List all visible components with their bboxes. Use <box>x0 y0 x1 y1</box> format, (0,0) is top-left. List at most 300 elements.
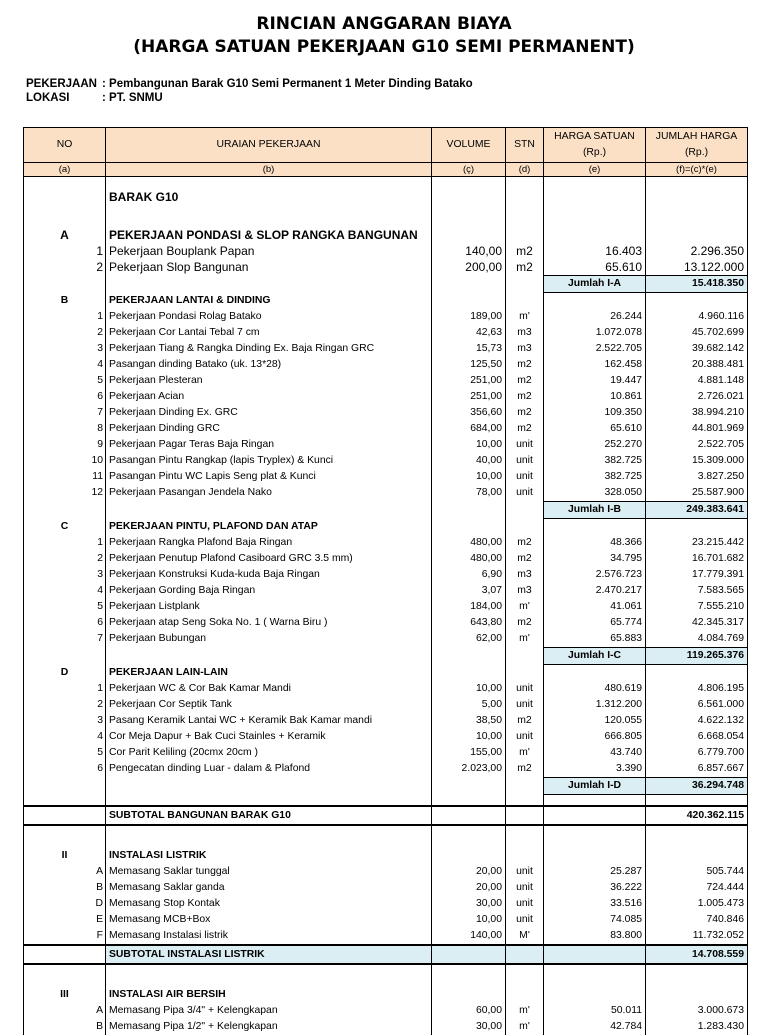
section-code: A <box>24 227 106 243</box>
item-no: 4 <box>24 357 106 373</box>
table-row <box>24 583 748 599</box>
item-unit: unit <box>506 864 544 880</box>
item-no: 4 <box>24 729 106 745</box>
table-row <box>24 681 748 697</box>
table-row <box>24 389 748 405</box>
item-volume: 140,00 <box>432 928 506 945</box>
pekerjaan-line <box>26 78 473 90</box>
table-row <box>24 880 748 896</box>
item-unit: unit <box>506 453 544 469</box>
section-header-row <box>24 987 748 1003</box>
table-row <box>24 567 748 583</box>
table-row <box>24 912 748 928</box>
section-sum-label: Jumlah I-D <box>544 778 646 795</box>
section-header-row <box>24 848 748 864</box>
item-volume: 78,00 <box>432 485 506 502</box>
item-total: 20.388.481 <box>646 357 748 373</box>
spacer-row <box>24 795 748 807</box>
item-unit-price: 33.516 <box>544 896 646 912</box>
table-row <box>24 421 748 437</box>
item-unit-price: 42.784 <box>544 1019 646 1035</box>
item-no: 1 <box>24 243 106 259</box>
table-row <box>24 259 748 276</box>
table-row <box>24 341 748 357</box>
item-unit-price: 50.011 <box>544 1003 646 1019</box>
barak-title: BARAK G10 <box>106 177 432 218</box>
item-volume: 60,00 <box>432 1003 506 1019</box>
item-unit: m2 <box>506 357 544 373</box>
table-row <box>24 864 748 880</box>
item-total: 2.726.021 <box>646 389 748 405</box>
section-code: C <box>24 519 106 536</box>
item-unit-price: 1.072.078 <box>544 325 646 341</box>
item-no: 1 <box>24 681 106 697</box>
item-no: 5 <box>24 373 106 389</box>
section-sum-row <box>24 502 748 519</box>
item-unit: m' <box>506 599 544 615</box>
item-unit-price: 41.061 <box>544 599 646 615</box>
item-unit-price: 10.861 <box>544 389 646 405</box>
item-unit-price: 65.610 <box>544 421 646 437</box>
item-total: 6.779.700 <box>646 745 748 761</box>
item-unit-price: 26.244 <box>544 309 646 325</box>
item-volume: 30,00 <box>432 896 506 912</box>
table-row <box>24 325 748 341</box>
item-unit-price: 43.740 <box>544 745 646 761</box>
item-volume: 3,07 <box>432 583 506 599</box>
table-row <box>24 405 748 421</box>
item-no: E <box>24 912 106 928</box>
item-no: 6 <box>24 761 106 778</box>
item-volume: 189,00 <box>432 309 506 325</box>
item-description: Pekerjaan Slop Bangunan <box>106 259 432 276</box>
document-title: RINCIAN ANGGARAN BIAYA <box>256 14 512 34</box>
item-volume: 42,63 <box>432 325 506 341</box>
table-row <box>24 697 748 713</box>
item-unit-price: 65.774 <box>544 615 646 631</box>
item-unit-price: 328.050 <box>544 485 646 502</box>
item-volume: 251,00 <box>432 373 506 389</box>
item-volume: 40,00 <box>432 453 506 469</box>
item-total: 3.827.250 <box>646 469 748 485</box>
item-volume: 30,00 <box>432 1019 506 1035</box>
item-no: 1 <box>24 309 106 325</box>
item-volume: 125,50 <box>432 357 506 373</box>
table-index-row <box>24 163 748 177</box>
item-unit: unit <box>506 896 544 912</box>
section-sum-row <box>24 648 748 665</box>
col-uraian: URAIAN PEKERJAAN <box>106 128 432 163</box>
item-description: Pekerjaan Dinding Ex. GRC <box>106 405 432 421</box>
item-description: Memasang Saklar ganda <box>106 880 432 896</box>
section-header-row <box>24 293 748 310</box>
item-unit: m' <box>506 631 544 648</box>
item-volume: 15,73 <box>432 341 506 357</box>
idx-c: (ç) <box>432 163 506 177</box>
item-no: 9 <box>24 437 106 453</box>
item-total: 13.122.000 <box>646 259 748 276</box>
item-volume: 62,00 <box>432 631 506 648</box>
item-volume: 10,00 <box>432 681 506 697</box>
table-row <box>24 729 748 745</box>
item-description: Pekerjaan Cor Lantai Tebal 7 cm <box>106 325 432 341</box>
section-code: B <box>24 293 106 310</box>
item-description: Pekerjaan Dinding GRC <box>106 421 432 437</box>
item-volume: 251,00 <box>432 389 506 405</box>
table-row <box>24 599 748 615</box>
table-row <box>24 761 748 778</box>
item-unit: m' <box>506 1019 544 1035</box>
col-harga-satuan: HARGA SATUAN (Rp.) <box>544 128 646 163</box>
item-description: Pasangan dinding Batako (uk. 13*28) <box>106 357 432 373</box>
item-description: Pekerjaan Konstruksi Kuda-kuda Baja Ringan <box>106 567 432 583</box>
table-row <box>24 551 748 567</box>
pekerjaan-label: PEKERJAAN <box>26 78 97 90</box>
section-title: PEKERJAAN PINTU, PLAFOND DAN ATAP <box>106 519 432 536</box>
item-unit-price: 19.447 <box>544 373 646 389</box>
item-unit-price: 666.805 <box>544 729 646 745</box>
item-description: Pekerjaan Bubungan <box>106 631 432 648</box>
item-volume: 10,00 <box>432 912 506 928</box>
item-no: 2 <box>24 697 106 713</box>
item-unit-price: 83.800 <box>544 928 646 945</box>
idx-e: (e) <box>544 163 646 177</box>
item-unit-price: 48.366 <box>544 535 646 551</box>
table-row <box>24 485 748 502</box>
item-volume: 20,00 <box>432 880 506 896</box>
subtotal-row <box>24 945 748 964</box>
item-description: Memasang Pipa 3/4" + Kelengkapan <box>106 1003 432 1019</box>
item-unit-price: 2.522.705 <box>544 341 646 357</box>
item-description: Pekerjaan Bouplank Papan <box>106 243 432 259</box>
item-description: Pekerjaan Rangka Plafond Baja Ringan <box>106 535 432 551</box>
subtotal-value: 14.708.559 <box>646 945 748 964</box>
table-row <box>24 896 748 912</box>
document-subtitle: (HARGA SATUAN PEKERJAAN G10 SEMI PERMANENT) <box>133 37 635 57</box>
item-unit: m2 <box>506 713 544 729</box>
item-description: Pasang Keramik Lantai WC + Keramik Bak Kamar mandi <box>106 713 432 729</box>
item-total: 3.000.673 <box>646 1003 748 1019</box>
item-description: Pekerjaan Listplank <box>106 599 432 615</box>
section-sum-value: 119.265.376 <box>646 648 748 665</box>
item-total: 740.846 <box>646 912 748 928</box>
item-unit-price: 74.085 <box>544 912 646 928</box>
table-row <box>24 437 748 453</box>
section-title: INSTALASI LISTRIK <box>106 848 432 864</box>
item-unit: unit <box>506 681 544 697</box>
idx-b: (b) <box>106 163 432 177</box>
col-no: NO <box>24 128 106 163</box>
item-unit-price: 2.470.217 <box>544 583 646 599</box>
item-unit: unit <box>506 469 544 485</box>
table-header-row <box>24 128 748 163</box>
item-no: 11 <box>24 469 106 485</box>
section-code: D <box>24 665 106 682</box>
section-sum-row <box>24 778 748 795</box>
item-no: 1 <box>24 535 106 551</box>
item-total: 6.561.000 <box>646 697 748 713</box>
item-unit: m3 <box>506 583 544 599</box>
item-volume: 480,00 <box>432 535 506 551</box>
item-volume: 356,60 <box>432 405 506 421</box>
item-description: Memasang Pipa 1/2" + Kelengkapan <box>106 1019 432 1035</box>
item-no: 8 <box>24 421 106 437</box>
item-no: 6 <box>24 389 106 405</box>
item-description: Pekerjaan Penutup Plafond Casiboard GRC 3.5 mm) <box>106 551 432 567</box>
item-total: 1.005.473 <box>646 896 748 912</box>
item-unit: unit <box>506 880 544 896</box>
item-total: 7.555.210 <box>646 599 748 615</box>
item-total: 25.587.900 <box>646 485 748 502</box>
table-row <box>24 928 748 945</box>
item-unit: m3 <box>506 341 544 357</box>
item-description: Pekerjaan Pasangan Jendela Nako <box>106 485 432 502</box>
item-unit-price: 16.403 <box>544 243 646 259</box>
lokasi-label: LOKASI <box>26 92 70 104</box>
section-header-row <box>24 519 748 536</box>
item-total: 4.622.132 <box>646 713 748 729</box>
item-total: 17.779.391 <box>646 567 748 583</box>
item-total: 4.806.195 <box>646 681 748 697</box>
item-unit-price: 109.350 <box>544 405 646 421</box>
item-description: Pasangan Pintu WC Lapis Seng plat & Kunci <box>106 469 432 485</box>
table-row <box>24 453 748 469</box>
section-sum-label: Jumlah I-B <box>544 502 646 519</box>
lokasi-value: : PT. SNMU <box>102 92 163 104</box>
item-no: 12 <box>24 485 106 502</box>
spacer-row <box>24 217 748 227</box>
item-description: Pekerjaan atap Seng Soka No. 1 ( Warna Biru ) <box>106 615 432 631</box>
item-total: 505.744 <box>646 864 748 880</box>
item-unit-price: 65.883 <box>544 631 646 648</box>
table-row <box>24 1003 748 1019</box>
section-sum-value: 15.418.350 <box>646 276 748 293</box>
item-description: Pekerjaan Gording Baja Ringan <box>106 583 432 599</box>
item-volume: 10,00 <box>432 437 506 453</box>
item-volume: 38,50 <box>432 713 506 729</box>
item-unit-price: 252.270 <box>544 437 646 453</box>
item-unit-price: 3.390 <box>544 761 646 778</box>
section-title: PEKERJAAN LANTAI & DINDING <box>106 293 432 310</box>
subtotal-row <box>24 806 748 825</box>
item-description: Cor Parit Keliling (20cmx 20cm ) <box>106 745 432 761</box>
table-row <box>24 1019 748 1035</box>
idx-d: (d) <box>506 163 544 177</box>
item-no: 3 <box>24 341 106 357</box>
item-no: 2 <box>24 259 106 276</box>
item-description: Cor Meja Dapur + Bak Cuci Stainles + Keramik <box>106 729 432 745</box>
table-row <box>24 373 748 389</box>
idx-f: (f)=(c)*(e) <box>646 163 748 177</box>
section-sum-label: Jumlah I-A <box>544 276 646 293</box>
item-unit: m2 <box>506 421 544 437</box>
item-unit: m2 <box>506 373 544 389</box>
item-unit: m2 <box>506 761 544 778</box>
item-total: 4.960.116 <box>646 309 748 325</box>
item-description: Pekerjaan Acian <box>106 389 432 405</box>
item-unit: m2 <box>506 389 544 405</box>
section-title: PEKERJAAN LAIN-LAIN <box>106 665 432 682</box>
item-total: 16.701.682 <box>646 551 748 567</box>
item-volume: 5,00 <box>432 697 506 713</box>
col-jumlah-harga: JUMLAH HARGA (Rp.) <box>646 128 748 163</box>
item-unit-price: 120.055 <box>544 713 646 729</box>
item-unit-price: 65.610 <box>544 259 646 276</box>
section-code: II <box>24 848 106 864</box>
item-no: B <box>24 880 106 896</box>
item-total: 45.702.699 <box>646 325 748 341</box>
item-unit: m2 <box>506 551 544 567</box>
item-unit: m' <box>506 309 544 325</box>
item-total: 6.857.667 <box>646 761 748 778</box>
col-volume: VOLUME <box>432 128 506 163</box>
table-row <box>24 357 748 373</box>
subtotal-value: 420.362.115 <box>646 806 748 825</box>
item-unit: unit <box>506 485 544 502</box>
item-unit: m2 <box>506 535 544 551</box>
item-unit: m2 <box>506 243 544 259</box>
item-volume: 10,00 <box>432 469 506 485</box>
item-no: 10 <box>24 453 106 469</box>
table-row <box>24 535 748 551</box>
item-total: 23.215.442 <box>646 535 748 551</box>
item-description: Pekerjaan Pagar Teras Baja Ringan <box>106 437 432 453</box>
item-unit: m2 <box>506 405 544 421</box>
item-unit: unit <box>506 697 544 713</box>
item-total: 4.084.769 <box>646 631 748 648</box>
section-header-row <box>24 665 748 682</box>
item-no: 5 <box>24 745 106 761</box>
item-description: Pekerjaan Plesteran <box>106 373 432 389</box>
item-description: Memasang Instalasi listrik <box>106 928 432 945</box>
item-unit-price: 480.619 <box>544 681 646 697</box>
section-sum-label: Jumlah I-C <box>544 648 646 665</box>
lokasi-line <box>26 92 163 104</box>
item-total: 15.309.000 <box>646 453 748 469</box>
item-unit-price: 162.458 <box>544 357 646 373</box>
spacer-row <box>24 825 748 848</box>
item-volume: 684,00 <box>432 421 506 437</box>
item-unit: m' <box>506 1003 544 1019</box>
item-unit-price: 382.725 <box>544 469 646 485</box>
item-total: 39.682.142 <box>646 341 748 357</box>
item-no: 3 <box>24 567 106 583</box>
item-total: 44.801.969 <box>646 421 748 437</box>
section-sum-value: 36.294.748 <box>646 778 748 795</box>
item-no: 4 <box>24 583 106 599</box>
item-no: 6 <box>24 615 106 631</box>
item-unit-price: 34.795 <box>544 551 646 567</box>
item-unit: m2 <box>506 615 544 631</box>
item-no: 7 <box>24 631 106 648</box>
item-no: A <box>24 1003 106 1019</box>
item-total: 2.522.705 <box>646 437 748 453</box>
item-description: Pekerjaan Cor Septik Tank <box>106 697 432 713</box>
section-header-row <box>24 227 748 243</box>
item-volume: 184,00 <box>432 599 506 615</box>
section-title: PEKERJAAN PONDASI & SLOP RANGKA BANGUNAN <box>106 227 432 243</box>
item-no: 2 <box>24 551 106 567</box>
section-sum-value: 249.383.641 <box>646 502 748 519</box>
item-no: 2 <box>24 325 106 341</box>
col-stn: STN <box>506 128 544 163</box>
item-unit: M' <box>506 928 544 945</box>
item-description: Memasang Saklar tunggal <box>106 864 432 880</box>
item-description: Pekerjaan Pondasi Rolag Batako <box>106 309 432 325</box>
item-volume: 200,00 <box>432 259 506 276</box>
item-total: 724.444 <box>646 880 748 896</box>
item-volume: 140,00 <box>432 243 506 259</box>
item-volume: 2.023,00 <box>432 761 506 778</box>
item-volume: 20,00 <box>432 864 506 880</box>
item-no: 7 <box>24 405 106 421</box>
item-volume: 155,00 <box>432 745 506 761</box>
item-unit-price: 2.576.723 <box>544 567 646 583</box>
spacer-row <box>24 964 748 987</box>
table-row <box>24 243 748 259</box>
item-description: Memasang MCB+Box <box>106 912 432 928</box>
table-row <box>24 469 748 485</box>
item-unit: m3 <box>506 325 544 341</box>
subtotal-label: SUBTOTAL BANGUNAN BARAK G10 <box>106 806 432 825</box>
item-unit: unit <box>506 437 544 453</box>
item-total: 4.881.148 <box>646 373 748 389</box>
item-unit-price: 1.312.200 <box>544 697 646 713</box>
item-unit-price: 25.287 <box>544 864 646 880</box>
item-total: 42.345.317 <box>646 615 748 631</box>
rab-table <box>23 127 748 1035</box>
item-unit: m' <box>506 745 544 761</box>
item-no: D <box>24 896 106 912</box>
item-description: Pekerjaan WC & Cor Bak Kamar Mandi <box>106 681 432 697</box>
item-total: 7.583.565 <box>646 583 748 599</box>
item-unit-price: 382.725 <box>544 453 646 469</box>
item-total: 11.732.052 <box>646 928 748 945</box>
pekerjaan-value: : Pembangunan Barak G10 Semi Permanent 1 Meter Dinding Batako <box>102 78 473 90</box>
item-no: 3 <box>24 713 106 729</box>
item-total: 38.994.210 <box>646 405 748 421</box>
item-volume: 643,80 <box>432 615 506 631</box>
idx-a: (a) <box>24 163 106 177</box>
item-description: Memasang Stop Kontak <box>106 896 432 912</box>
item-unit: m2 <box>506 259 544 276</box>
item-description: Pengecatan dinding Luar - dalam & Plafond <box>106 761 432 778</box>
table-row <box>24 309 748 325</box>
item-no: A <box>24 864 106 880</box>
item-total: 2.296.350 <box>646 243 748 259</box>
item-unit-price: 36.222 <box>544 880 646 896</box>
subtotal-label: SUBTOTAL INSTALASI LISTRIK <box>106 945 432 964</box>
section-title: INSTALASI AIR BERSIH <box>106 987 432 1003</box>
item-no: B <box>24 1019 106 1035</box>
item-volume: 6,90 <box>432 567 506 583</box>
item-unit: m3 <box>506 567 544 583</box>
table-row <box>24 615 748 631</box>
table-row <box>24 631 748 648</box>
item-unit: unit <box>506 729 544 745</box>
item-description: Pasangan Pintu Rangkap (lapis Tryplex) & Kunci <box>106 453 432 469</box>
item-no: 5 <box>24 599 106 615</box>
item-volume: 480,00 <box>432 551 506 567</box>
section-sum-row <box>24 276 748 293</box>
table-row <box>24 745 748 761</box>
item-total: 6.668.054 <box>646 729 748 745</box>
barak-title-row <box>24 177 748 218</box>
item-volume: 10,00 <box>432 729 506 745</box>
item-total: 1.283.430 <box>646 1019 748 1035</box>
table-row <box>24 713 748 729</box>
item-no: F <box>24 928 106 945</box>
